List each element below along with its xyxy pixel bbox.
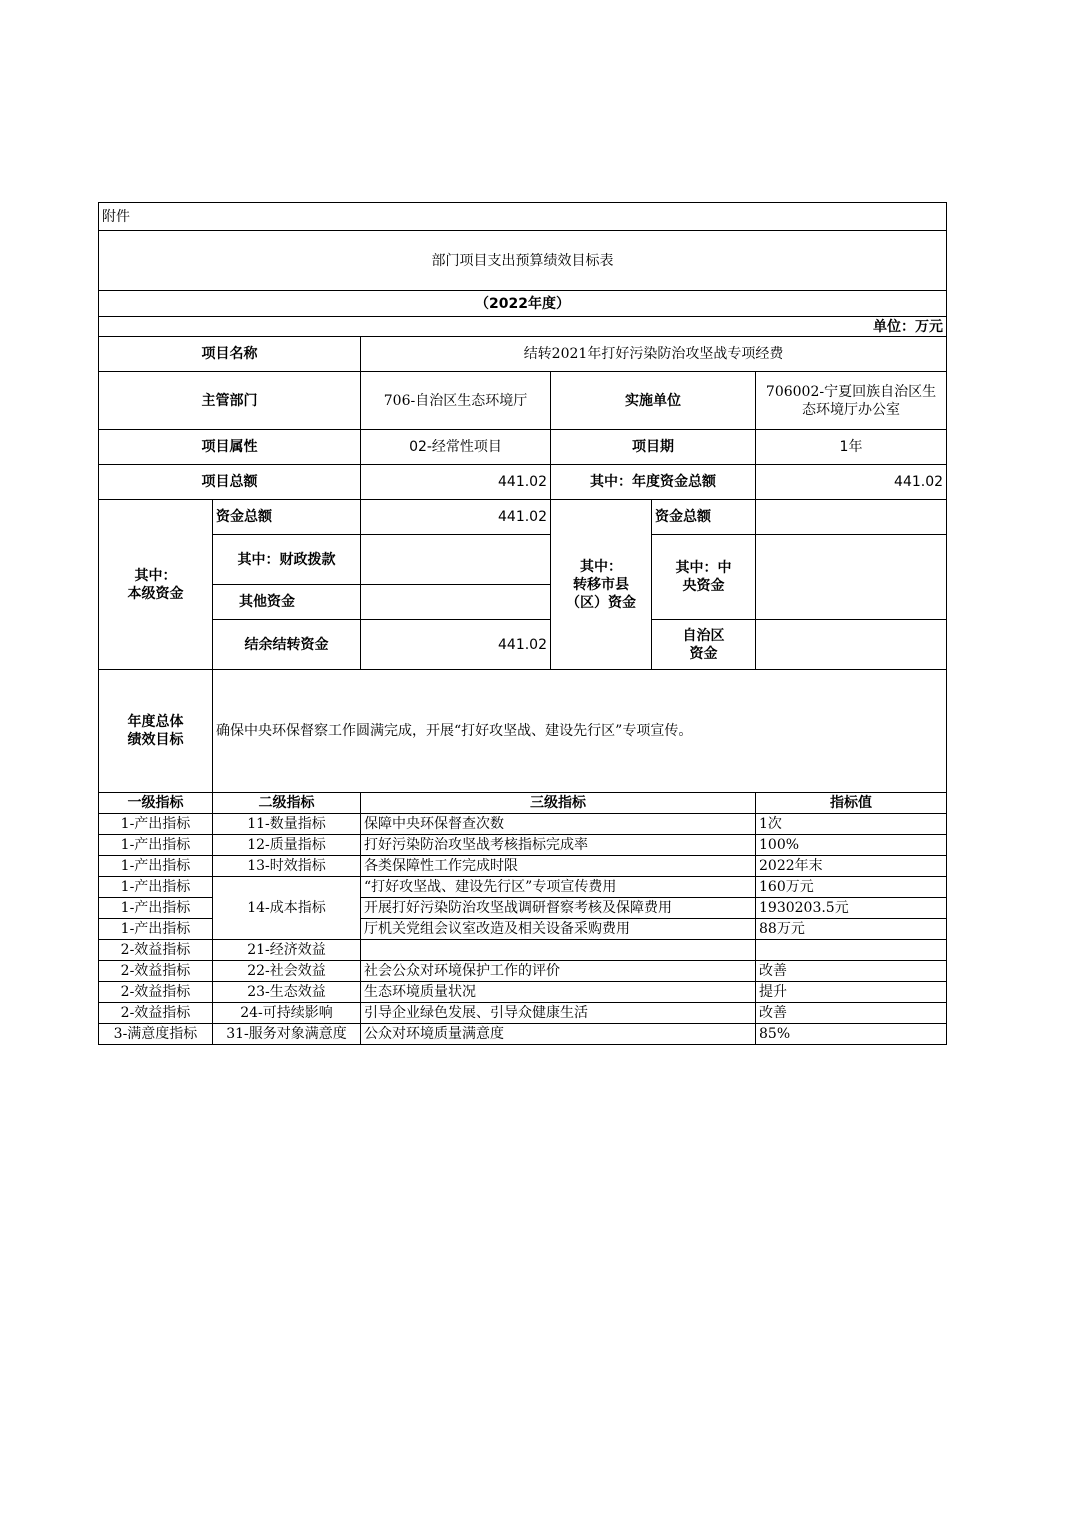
level3-cell: 打好污染防治攻坚战考核指标完成率 bbox=[361, 835, 756, 856]
transfer-funds-label: 其中： 转移市县 （区）资金 bbox=[551, 500, 652, 670]
impl-value: 706002-宁夏回族自治区生 态环境厅办公室 bbox=[756, 372, 947, 430]
total-label: 项目总额 bbox=[99, 465, 361, 500]
value-cell: 100% bbox=[756, 835, 947, 856]
annex-label: 附件 bbox=[99, 203, 947, 231]
level3-cell: “打好攻坚战、建设先行区”专项宣传费用 bbox=[361, 877, 756, 898]
header-value: 指标值 bbox=[756, 793, 947, 814]
period-value: 1年 bbox=[756, 430, 947, 465]
value-cell: 2022年末 bbox=[756, 856, 947, 877]
central-label: 其中：中 央资金 bbox=[652, 535, 756, 620]
level1-cell: 2-效益指标 bbox=[99, 1003, 213, 1024]
dept-value: 706-自治区生态环境厅 bbox=[361, 372, 551, 430]
level3-cell bbox=[361, 940, 756, 961]
annual-total-label: 其中：年度资金总额 bbox=[551, 465, 756, 500]
transfer-total-value bbox=[756, 500, 947, 535]
level1-cell: 1-产出指标 bbox=[99, 835, 213, 856]
local-funds-label: 其中： 本级资金 bbox=[99, 500, 213, 670]
level1-cell: 1-产出指标 bbox=[99, 856, 213, 877]
region-value bbox=[756, 620, 947, 670]
value-cell: 160万元 bbox=[756, 877, 947, 898]
other-label: 其他资金 bbox=[213, 585, 361, 620]
unit-label: 单位：万元 bbox=[99, 317, 947, 337]
value-cell: 改善 bbox=[756, 1003, 947, 1024]
project-name-value: 结转2021年打好污染防治攻坚战专项经费 bbox=[361, 337, 947, 372]
table-row bbox=[99, 940, 947, 961]
table-row bbox=[99, 961, 947, 982]
level2-cell: 31-服务对象满意度 bbox=[213, 1024, 361, 1045]
project-name-label: 项目名称 bbox=[99, 337, 361, 372]
level2-cell: 21-经济效益 bbox=[213, 940, 361, 961]
value-cell bbox=[756, 940, 947, 961]
level2-cell: 13-时效指标 bbox=[213, 856, 361, 877]
value-cell: 88万元 bbox=[756, 919, 947, 940]
level1-cell: 2-效益指标 bbox=[99, 940, 213, 961]
header-level1: 一级指标 bbox=[99, 793, 213, 814]
fiscal-year: （2022年度） bbox=[99, 291, 947, 317]
annual-total-value: 441.02 bbox=[756, 465, 947, 500]
table-row bbox=[99, 814, 947, 835]
local-total-value: 441.02 bbox=[361, 500, 551, 535]
table-row bbox=[99, 877, 947, 898]
level3-cell: 社会公众对环境保护工作的评价 bbox=[361, 961, 756, 982]
table-row bbox=[99, 856, 947, 877]
central-value bbox=[756, 535, 947, 620]
table-row bbox=[99, 835, 947, 856]
other-value bbox=[361, 585, 551, 620]
level3-cell: 开展打好污染防治攻坚战调研督察考核及保障费用 bbox=[361, 898, 756, 919]
region-label: 自治区 资金 bbox=[652, 620, 756, 670]
level2-cell: 23-生态效益 bbox=[213, 982, 361, 1003]
period-label: 项目期 bbox=[551, 430, 756, 465]
level3-cell: 引导企业绿色发展、引导众健康生活 bbox=[361, 1003, 756, 1024]
value-cell: 提升 bbox=[756, 982, 947, 1003]
level3-cell: 公众对环境质量满意度 bbox=[361, 1024, 756, 1045]
performance-target-table bbox=[98, 202, 947, 1045]
level2-cell: 22-社会效益 bbox=[213, 961, 361, 982]
level1-cell: 2-效益指标 bbox=[99, 961, 213, 982]
carryover-label: 结余结转资金 bbox=[213, 620, 361, 670]
value-cell: 85% bbox=[756, 1024, 947, 1045]
header-level2: 二级指标 bbox=[213, 793, 361, 814]
level3-cell: 各类保障性工作完成时限 bbox=[361, 856, 756, 877]
level1-cell: 1-产出指标 bbox=[99, 877, 213, 898]
level1-cell: 2-效益指标 bbox=[99, 982, 213, 1003]
level1-cell: 1-产出指标 bbox=[99, 814, 213, 835]
table-row bbox=[99, 1003, 947, 1024]
level1-cell: 3-满意度指标 bbox=[99, 1024, 213, 1045]
attr-label: 项目属性 bbox=[99, 430, 361, 465]
value-cell: 1次 bbox=[756, 814, 947, 835]
page-title: 部门项目支出预算绩效目标表 bbox=[99, 231, 947, 291]
impl-label: 实施单位 bbox=[551, 372, 756, 430]
total-value: 441.02 bbox=[361, 465, 551, 500]
value-cell: 1930203.5元 bbox=[756, 898, 947, 919]
value-cell: 改善 bbox=[756, 961, 947, 982]
header-level3: 三级指标 bbox=[361, 793, 756, 814]
attr-value: 02-经常性项目 bbox=[361, 430, 551, 465]
level1-cell: 1-产出指标 bbox=[99, 898, 213, 919]
fiscal-label: 其中：财政拨款 bbox=[213, 535, 361, 585]
goal-label: 年度总体 绩效目标 bbox=[99, 670, 213, 793]
carryover-value: 441.02 bbox=[361, 620, 551, 670]
level3-cell: 厅机关党组会议室改造及相关设备采购费用 bbox=[361, 919, 756, 940]
level3-cell: 生态环境质量状况 bbox=[361, 982, 756, 1003]
level3-cell: 保障中央环保督查次数 bbox=[361, 814, 756, 835]
table-row bbox=[99, 982, 947, 1003]
local-total-label: 资金总额 bbox=[213, 500, 361, 535]
level2-cell: 12-质量指标 bbox=[213, 835, 361, 856]
dept-label: 主管部门 bbox=[99, 372, 361, 430]
table-row bbox=[99, 1024, 947, 1045]
level1-cell: 1-产出指标 bbox=[99, 919, 213, 940]
fiscal-value bbox=[361, 535, 551, 585]
goal-text: 确保中央环保督察工作圆满完成，开展“打好攻坚战、建设先行区”专项宣传。 bbox=[213, 670, 947, 793]
level2-cell: 14-成本指标 bbox=[213, 877, 361, 940]
level2-cell: 24-可持续影响 bbox=[213, 1003, 361, 1024]
transfer-total-label: 资金总额 bbox=[652, 500, 756, 535]
level2-cell: 11-数量指标 bbox=[213, 814, 361, 835]
